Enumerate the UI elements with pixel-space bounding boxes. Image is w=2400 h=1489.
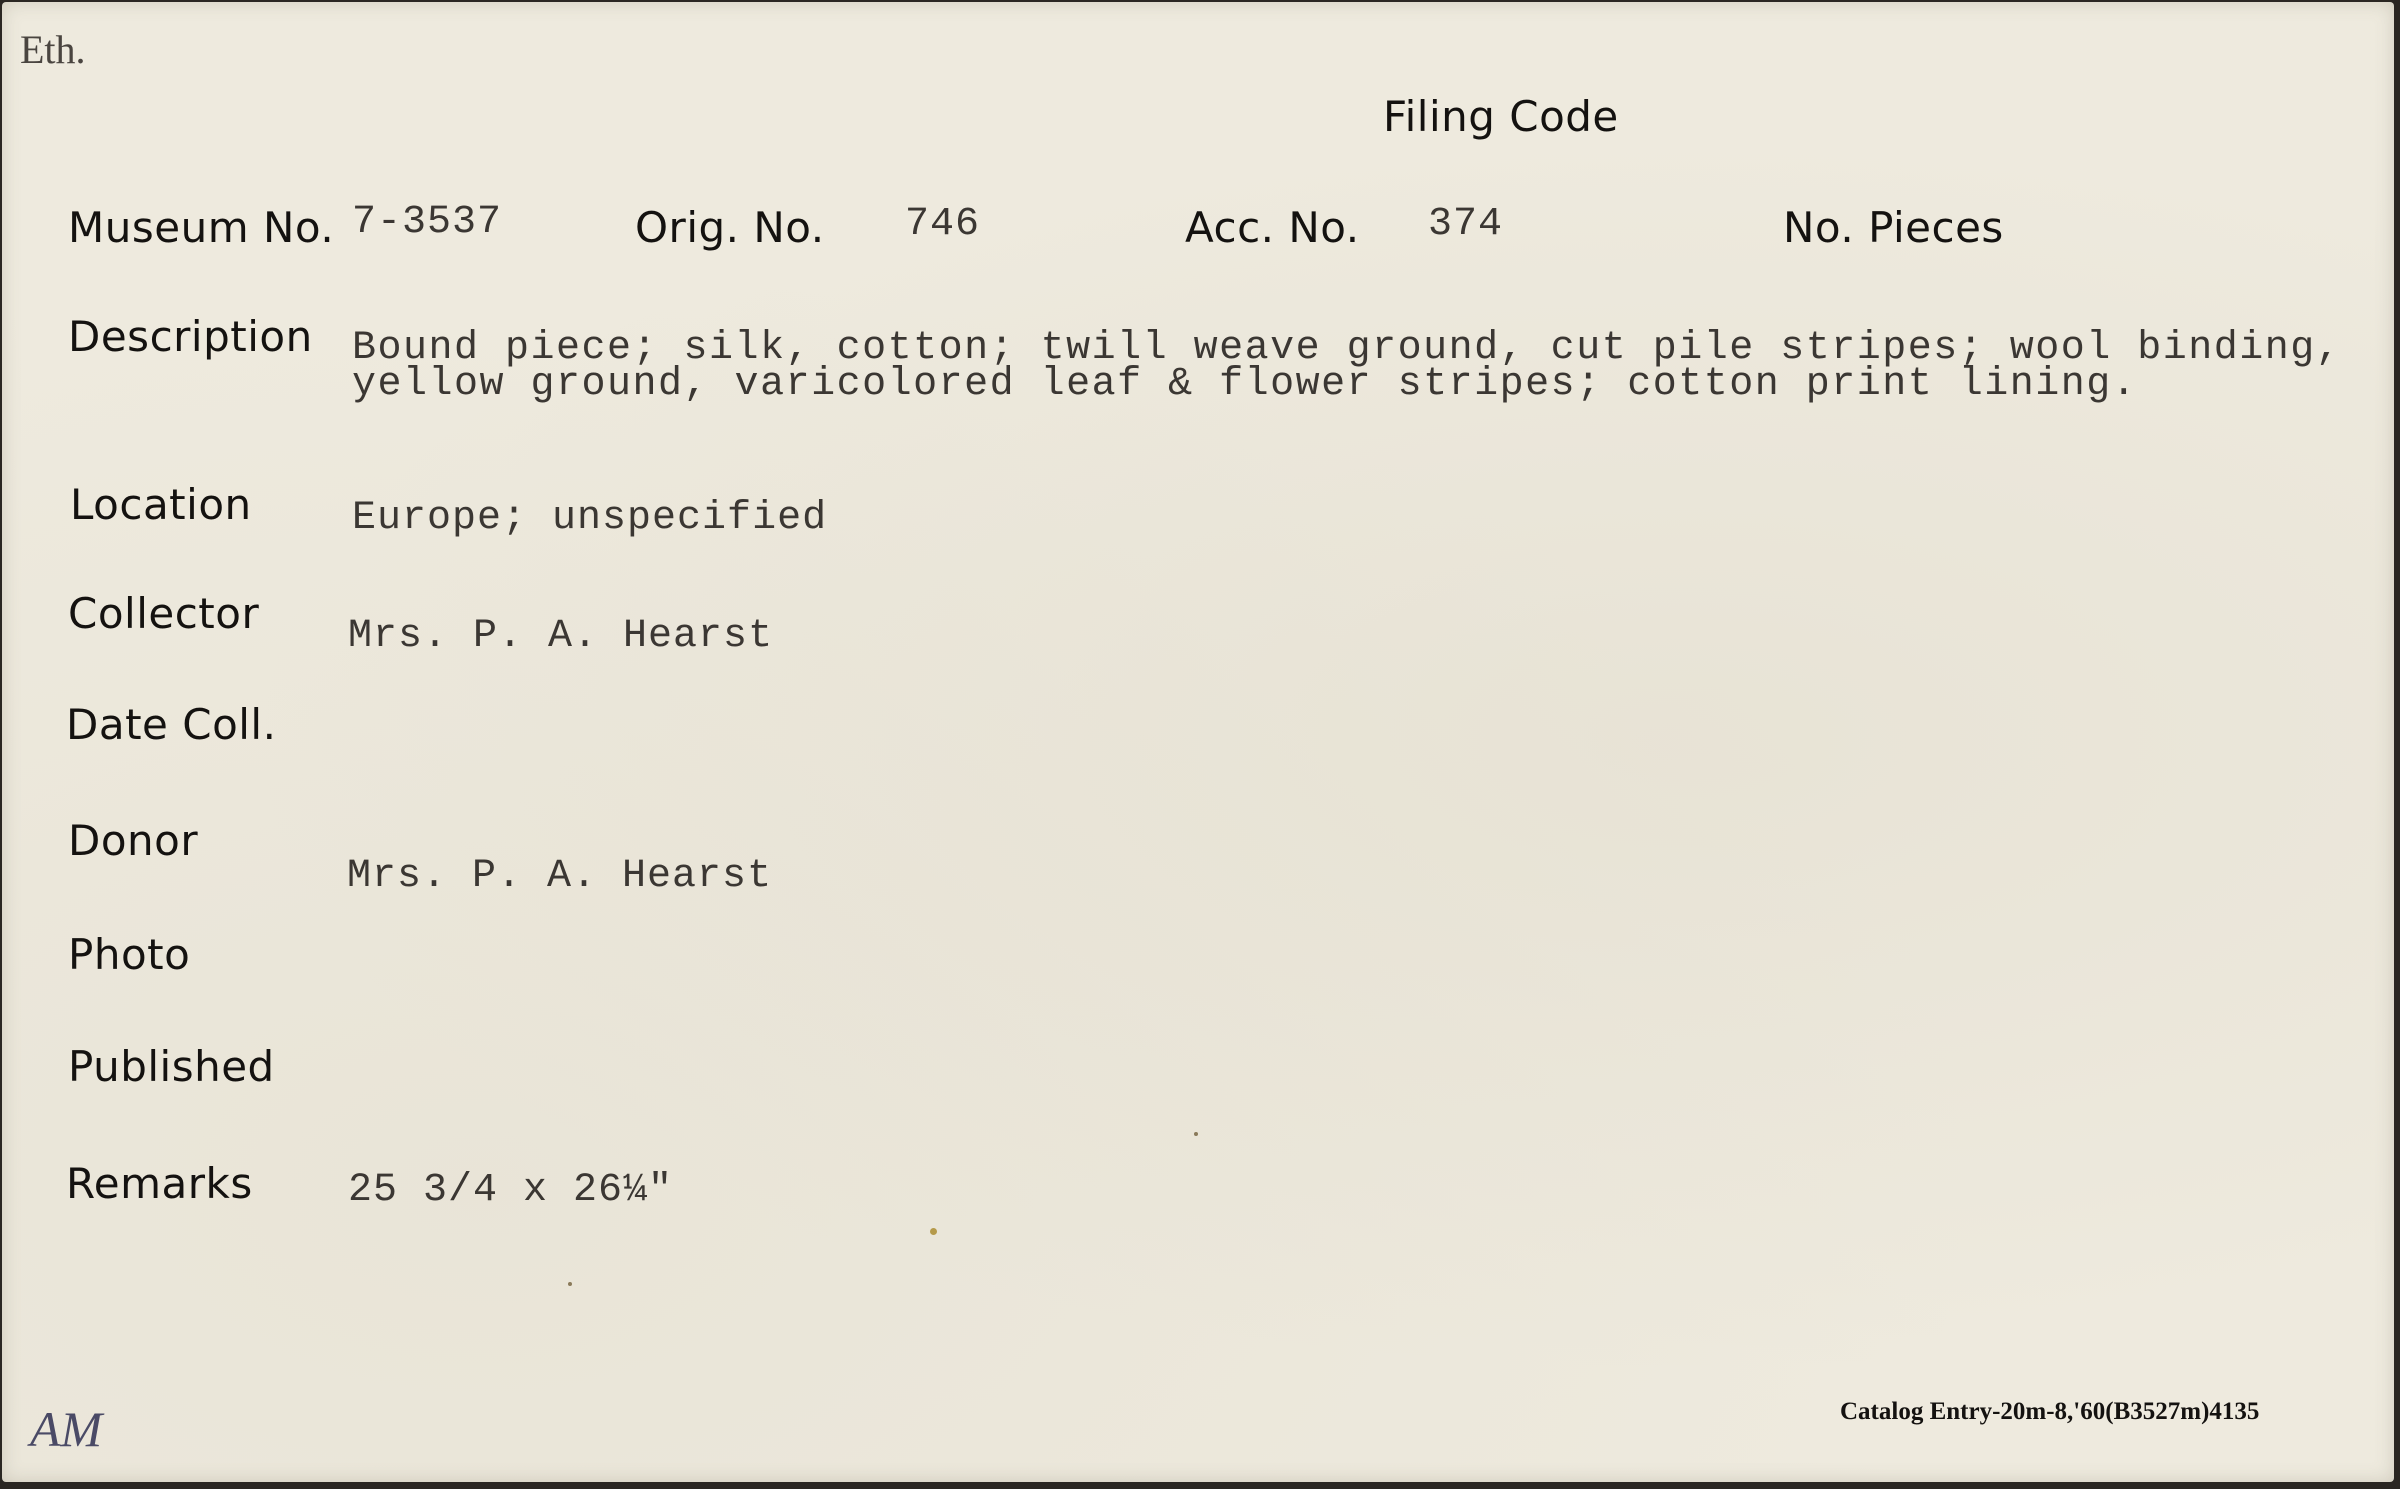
description-label: Description — [68, 312, 313, 361]
acc-no-label: Acc. No. — [1185, 203, 1360, 252]
orig-no-value: 746 — [905, 202, 981, 247]
donor-value: Mrs. P. A. Hearst — [347, 854, 773, 899]
filing-code-label: Filing Code — [1383, 92, 1619, 141]
paper-speck — [1194, 1132, 1198, 1136]
collector-label: Collector — [68, 589, 260, 638]
photo-label: Photo — [68, 930, 191, 979]
remarks-value: 25 3/4 x 26¼" — [348, 1168, 674, 1213]
remarks-label: Remarks — [66, 1159, 253, 1208]
no-pieces-label: No. Pieces — [1783, 203, 2004, 252]
orig-no-label: Orig. No. — [635, 203, 825, 252]
description-line-1: Bound piece; silk, cotton; twill weave ground, cut pile stripes; wool binding, — [352, 326, 2342, 371]
date-coll-label: Date Coll. — [66, 700, 277, 749]
paper-speck — [930, 1228, 937, 1235]
description-line-2: yellow ground, varicolored leaf & flower stripes; cotton print lining. — [352, 362, 2138, 407]
handwritten-initials: AM — [30, 1401, 103, 1457]
location-value: Europe; unspecified — [352, 496, 828, 541]
catalog-entry-imprint: Catalog Entry-20m-8,'60(B3527m)4135 — [1840, 1398, 2260, 1425]
location-label: Location — [70, 480, 252, 529]
museum-no-value: 7-3537 — [352, 200, 503, 245]
museum-no-label: Museum No. — [68, 203, 335, 252]
published-label: Published — [68, 1042, 275, 1091]
catalog-card — [2, 2, 2394, 1482]
donor-label: Donor — [68, 816, 199, 865]
acc-no-value: 374 — [1428, 202, 1504, 247]
department-mark: Eth. — [20, 27, 86, 72]
paper-speck — [568, 1282, 572, 1286]
collector-value: Mrs. P. A. Hearst — [348, 614, 774, 659]
